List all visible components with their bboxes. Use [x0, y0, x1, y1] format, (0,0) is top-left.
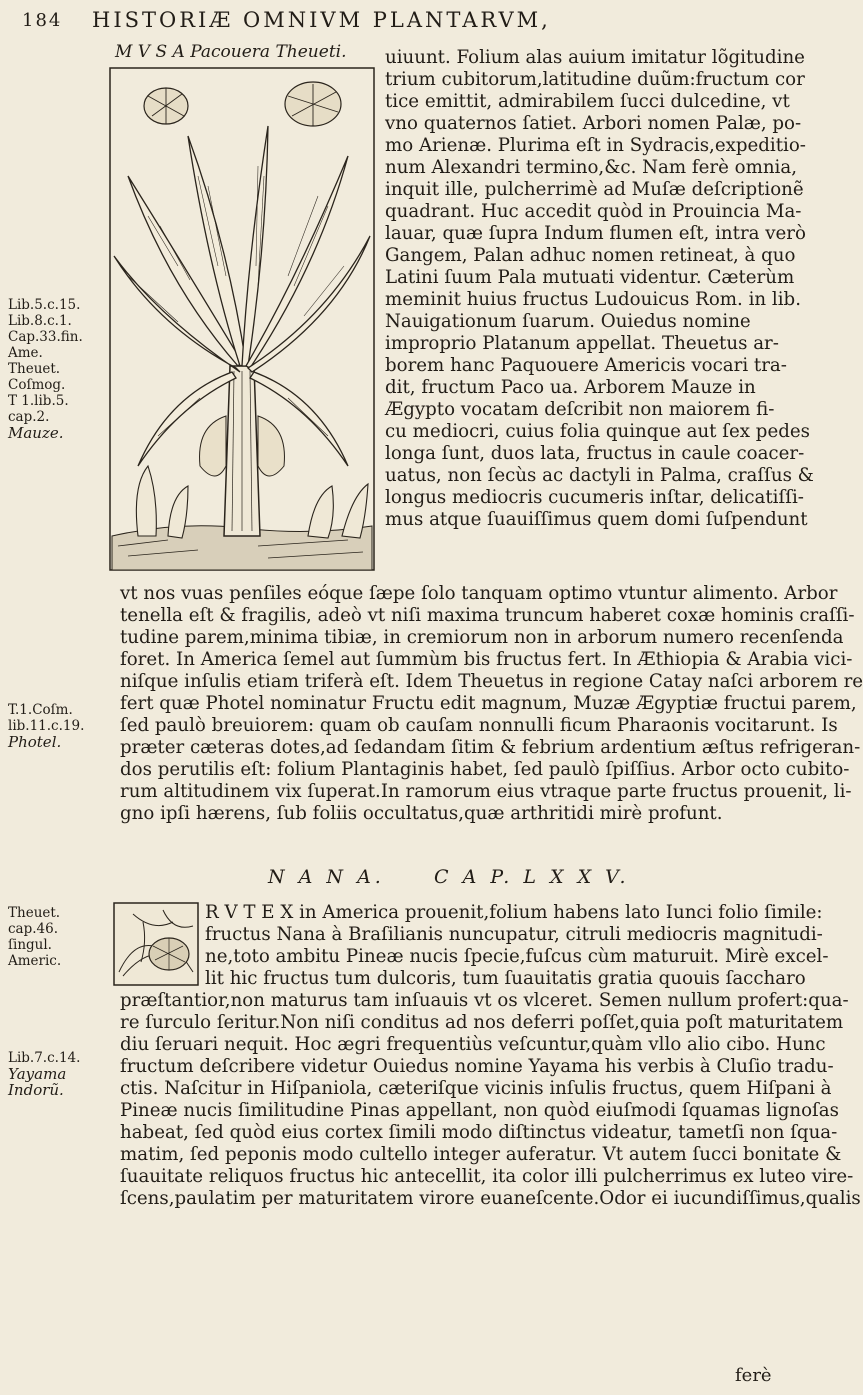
text-line: inquit ille, pulcherrimè ad Muſæ deſcriptionẽ — [385, 179, 804, 200]
text-line: borem hanc Paquouere Americis vocari tra- — [385, 355, 787, 376]
text-line: ne,toto ambitu Pineæ nucis ſpecie,fuſcus cùm maturuit. Mirè excel- — [205, 946, 829, 967]
text-line: Nauigationum ſuarum. Ouiedus nomine — [385, 311, 751, 332]
margin-keyword: Mauze. — [8, 424, 64, 442]
text-column-right — [385, 47, 814, 531]
text-line: ſuauitate reliquos fructus hic antecellit, ita color illi pulcherrimus ex luteo vire- — [120, 1166, 854, 1187]
margin-note — [8, 1050, 103, 1098]
text-line: meminit huius fructus Ludouicus Rom. in lib. — [385, 289, 801, 310]
text-line: uiuunt. Folium alas auium imitatur lõgitudine — [385, 47, 805, 68]
text-line: R V T E X in America prouenit,folium habens lato Iunci folio ſimile: — [205, 902, 823, 923]
margin-ref: Americ. — [8, 953, 62, 969]
margin-keyword: Yayama — [8, 1065, 67, 1083]
margin-ref: Theuet. — [8, 361, 61, 377]
margin-keyword: Indorũ. — [8, 1081, 64, 1099]
text-line: longa ſunt, duos lata, fructus in caule coacer- — [385, 443, 805, 464]
text-line: quadrant. Huc accedit quòd in Prouincia Ma- — [385, 201, 802, 222]
text-line: cu mediocri, cuius folia quinque aut ſex pedes — [385, 421, 810, 442]
margin-ref: Theuet. — [8, 905, 61, 921]
margin-ref: lib.11.c.19. — [8, 718, 85, 734]
text-line: matim, ſed peponis modo cultello integer auferatur. Vt autem ſucci bonitate & — [120, 1144, 842, 1165]
text-line: lauar, quæ ſupra Indum flumen eſt, intra verò — [385, 223, 806, 244]
text-line: lit hic fructus tum dulcoris, tum ſuauitatis gratia quouis ſaccharo — [205, 968, 806, 989]
margin-ref: Coſmog. — [8, 377, 66, 393]
text-line: rum altitudinem vix ſuperat.In ramorum eius vtraque parte fructus prouenit, li- — [120, 781, 852, 802]
text-line: Latini ſuum Pala mutuati videntur. Cæterùm — [385, 267, 795, 288]
text-line: ſed paulò breuiorem: quam ob cauſam nonnulli ficum Pharaonis vocitarunt. Is — [120, 715, 838, 736]
chapter-name: N A N A. — [268, 866, 385, 888]
text-line: mo Arienæ. Plurima eſt in Sydracis,expeditio- — [385, 135, 806, 156]
text-line: fructus Nana à Braſilianis nuncupatur, citruli mediocris magnitudi- — [205, 924, 823, 945]
figure-caption: M V S A Pacouera Theueti. — [115, 42, 347, 62]
margin-note — [8, 297, 103, 441]
text-line: gno ipſi hærens, ſub foliis occultatus,quæ arthritidi mirè profunt. — [120, 803, 723, 824]
text-line: fructum deſcribere videtur Ouiedus nomine Yayama his verbis à Cluſio tradu- — [120, 1056, 834, 1077]
text-line: præſtantior,non maturus tam inſuauis vt os vlceret. Semen nullum profert:qua- — [120, 990, 849, 1011]
text-line: ctis. Naſcitur in Hiſpaniola, cæteriſque vicinis inſulis fructus, quem Hiſpani à — [120, 1078, 832, 1099]
text-line: Pineæ nucis ſimilitudine Pinas appellant, non quòd eiuſmodi ſquamas lignoſas — [120, 1100, 839, 1121]
margin-ref: Lib.5.c.15. — [8, 297, 81, 313]
text-line: vno quaternos ſatiet. Arbori nomen Palæ, po- — [385, 113, 802, 134]
chapter-number: C A P. L X X V. — [434, 866, 630, 888]
text-line: foret. In America ſemel aut ſummùm bis fructus fert. In Æthiopia & Arabia vici- — [120, 649, 853, 670]
text-line: diu ſeruari nequit. Hoc ægri frequentiùs veſcuntur,quàm vllo alio cibo. Hunc — [120, 1034, 826, 1055]
running-head — [22, 10, 782, 36]
margin-ref: cap.46. — [8, 921, 59, 937]
text-line: re ſurculo ſeritur.Non niſi conditus ad nos deferri poſſet,quia poſt maturitatem — [120, 1012, 844, 1033]
text-line: habeat, ſed quòd eius cortex ſimili modo diſtinctus videatur, tametſi non ſqua- — [120, 1122, 838, 1143]
text-line: mus atque ſuauiſſimus quem domi ſuſpendunt — [385, 509, 808, 530]
margin-ref: Lib.7.c.14. — [8, 1050, 81, 1066]
text-column-nana — [205, 902, 829, 990]
text-line: fert quæ Photel nominatur Fructu edit magnum, Muzæ Ægyptiæ fructui parem, — [120, 693, 857, 714]
running-title: HISTORIÆ OMNIVM PLANTARVM, — [92, 8, 551, 32]
text-line: Gangem, Palan adhuc nomen retineat, à quo — [385, 245, 796, 266]
margin-ref: ſingul. — [8, 937, 52, 953]
margin-ref: Cap.33.fin. — [8, 329, 83, 345]
text-line: niſque inſulis etiam triferà eſt. Idem Theuetus in regione Catay naſci arborem re — [120, 671, 863, 692]
text-body-nana — [120, 990, 861, 1210]
margin-ref: cap.2. — [8, 409, 50, 425]
text-line: trium cubitorum,latitudine duũm:fructum cor — [385, 69, 805, 90]
catchword: ferè — [735, 1365, 772, 1386]
margin-note — [8, 702, 103, 750]
text-line: num Alexandri termino,&c. Nam ferè omnia, — [385, 157, 797, 178]
text-line: uatus, non ſecùs ac dactyli in Palma, craſſus & — [385, 465, 814, 486]
margin-ref: T 1.lib.5. — [8, 393, 69, 409]
page-number: 184 — [22, 10, 63, 31]
text-line: dos perutilis eſt: folium Plantaginis habet, ſed paulò ſpiſſius. Arbor octo cubito- — [120, 759, 850, 780]
text-line: tice emittit, admirabilem ſucci dulcedine, vt — [385, 91, 790, 112]
text-line: tenella eſt & fragilis, adeò vt niſi maxima truncum haberet coxæ hominis craſſi- — [120, 605, 855, 626]
margin-ref: Ame. — [8, 345, 43, 361]
musa-tree-woodcut — [108, 66, 376, 572]
text-line: dit, fructum Paco ua. Arborem Mauze in — [385, 377, 756, 398]
nana-fruit-woodcut — [113, 902, 199, 986]
margin-ref: T.1.Coſm. — [8, 702, 73, 718]
chapter-heading — [268, 866, 768, 888]
text-body-full — [120, 583, 863, 825]
text-line: tudine parem,minima tibiæ, in cremiorum non in arborum numero recenſenda — [120, 627, 844, 648]
text-line: vt nos vuas penſiles eóque ſæpe ſolo tanquam optimo vtuntur alimento. Arbor — [120, 583, 838, 604]
text-line: ſcens,paulatim per maturitatem virore euaneſcente.Odor ei iucundiſſimus,qualis — [120, 1188, 861, 1209]
text-line: longus mediocris cucumeris inſtar, delicatiſſi- — [385, 487, 804, 508]
text-line: improprio Platanum appellat. Theuetus ar- — [385, 333, 779, 354]
text-line: præter cæteras dotes,ad ſedandam ſitim & febrium ardentium æſtus refrigeran- — [120, 737, 861, 758]
margin-keyword: Photel. — [8, 733, 62, 751]
text-line: Ægypto vocatam deſcribit non maiorem fi- — [385, 399, 775, 420]
margin-ref: Lib.8.c.1. — [8, 313, 72, 329]
margin-note — [8, 905, 103, 969]
